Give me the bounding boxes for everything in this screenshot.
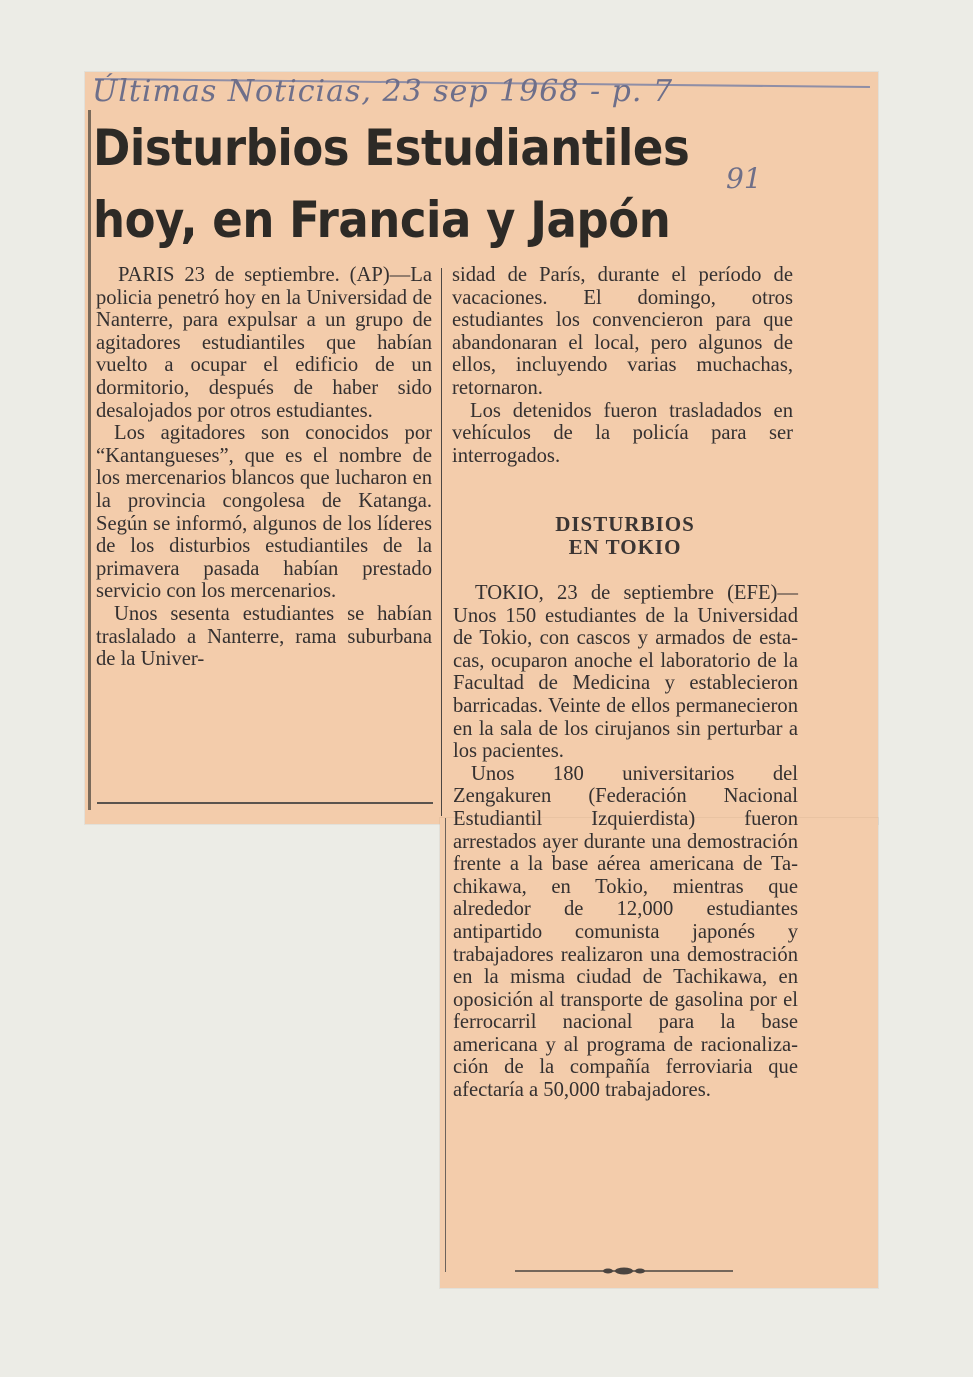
- article-headline: [93, 112, 690, 256]
- handwritten-source-note: Últimas Noticias, 23 sep 1968 - p. 7: [92, 74, 674, 109]
- paragraph: Unos sesenta estudiantes se habían traslalado a Nanterre, rama suburbana de la Univer-: [96, 602, 432, 671]
- section-subhead: [470, 513, 780, 559]
- headline-line-2: hoy, en Francia y Japón: [93, 191, 671, 249]
- paragraph: sidad de París, durante el período de vacaciones. El domingo, otros estudiantes los convencieron para que abandonaran el local, pero algunos de ellos, incluyendo varias muchachas, retornaron.: [452, 264, 793, 399]
- column-divider-lower: [445, 818, 446, 1272]
- subhead-line-2: EN TOKIO: [568, 535, 682, 559]
- left-column: [96, 264, 432, 671]
- paragraph: PARIS 23 de septiembre. (AP)—La policia penetró hoy en la Universidad de Nanterre, para expulsar a un grupo de agitadores estudiantiles que habían vuelto a ocupar el edificio de un dormitorio, después de haber sido desalojados por otros estudiantes.: [96, 264, 432, 422]
- paragraph: Los detenidos fueron trasladados en vehículos de la policía para ser interrogados.: [452, 399, 793, 467]
- subhead-line-1: DISTURBIOS: [555, 512, 695, 536]
- column-divider: [441, 268, 442, 816]
- clipping-edge-shadow: [88, 110, 91, 810]
- paragraph: TOKIO, 23 de septiembre (EFE)—Unos 150 estudiantes de la Universidad de Tokio, con cascos y armados de estacas, ocuparon anoche el laboratorio de la Facultad de Medicina y establecieron barricadas. Veinte de ellos permanecieron en la sala de los cirujanos sin perturbar a los pacientes.: [453, 582, 798, 763]
- handwritten-page-number: 91: [726, 162, 762, 195]
- end-of-article-ornament: [515, 1266, 733, 1276]
- paragraph: Unos 180 universitarios del Zengakuren (Federación Nacional Estudiantil Izquierdista) fueron arrestados ayer durante una demostración frente a la base aérea americana de Tachikawa, en Tokio, mientras que alrededor de 12,000 estudiantes antipartido comunista japonés y trabajadores realizaron una demostración en la misma ciudad de Tachikawa, en oposición al transporte de gasolina por el ferrocarril nacional para la base americana y al programa de racionalización de la compañía ferroviaria que afectaría a 50,000 trabajadores.: [453, 762, 798, 1102]
- headline-line-1: Disturbios Estudiantiles: [93, 119, 690, 177]
- left-column-bottom-rule: [97, 802, 433, 804]
- right-column-bottom: [453, 582, 798, 1102]
- right-column-top: [452, 264, 793, 467]
- paragraph: Los agitadores son conocidos por “Kantangueses”, que es el nombre de los mercenarios blancos que lucharon en la provincia congolesa de Katanga. Según se informó, algunos de los líderes de los disturbios estudiantiles de la primavera pasada habían prestado servicio con los mercenarios.: [96, 422, 432, 603]
